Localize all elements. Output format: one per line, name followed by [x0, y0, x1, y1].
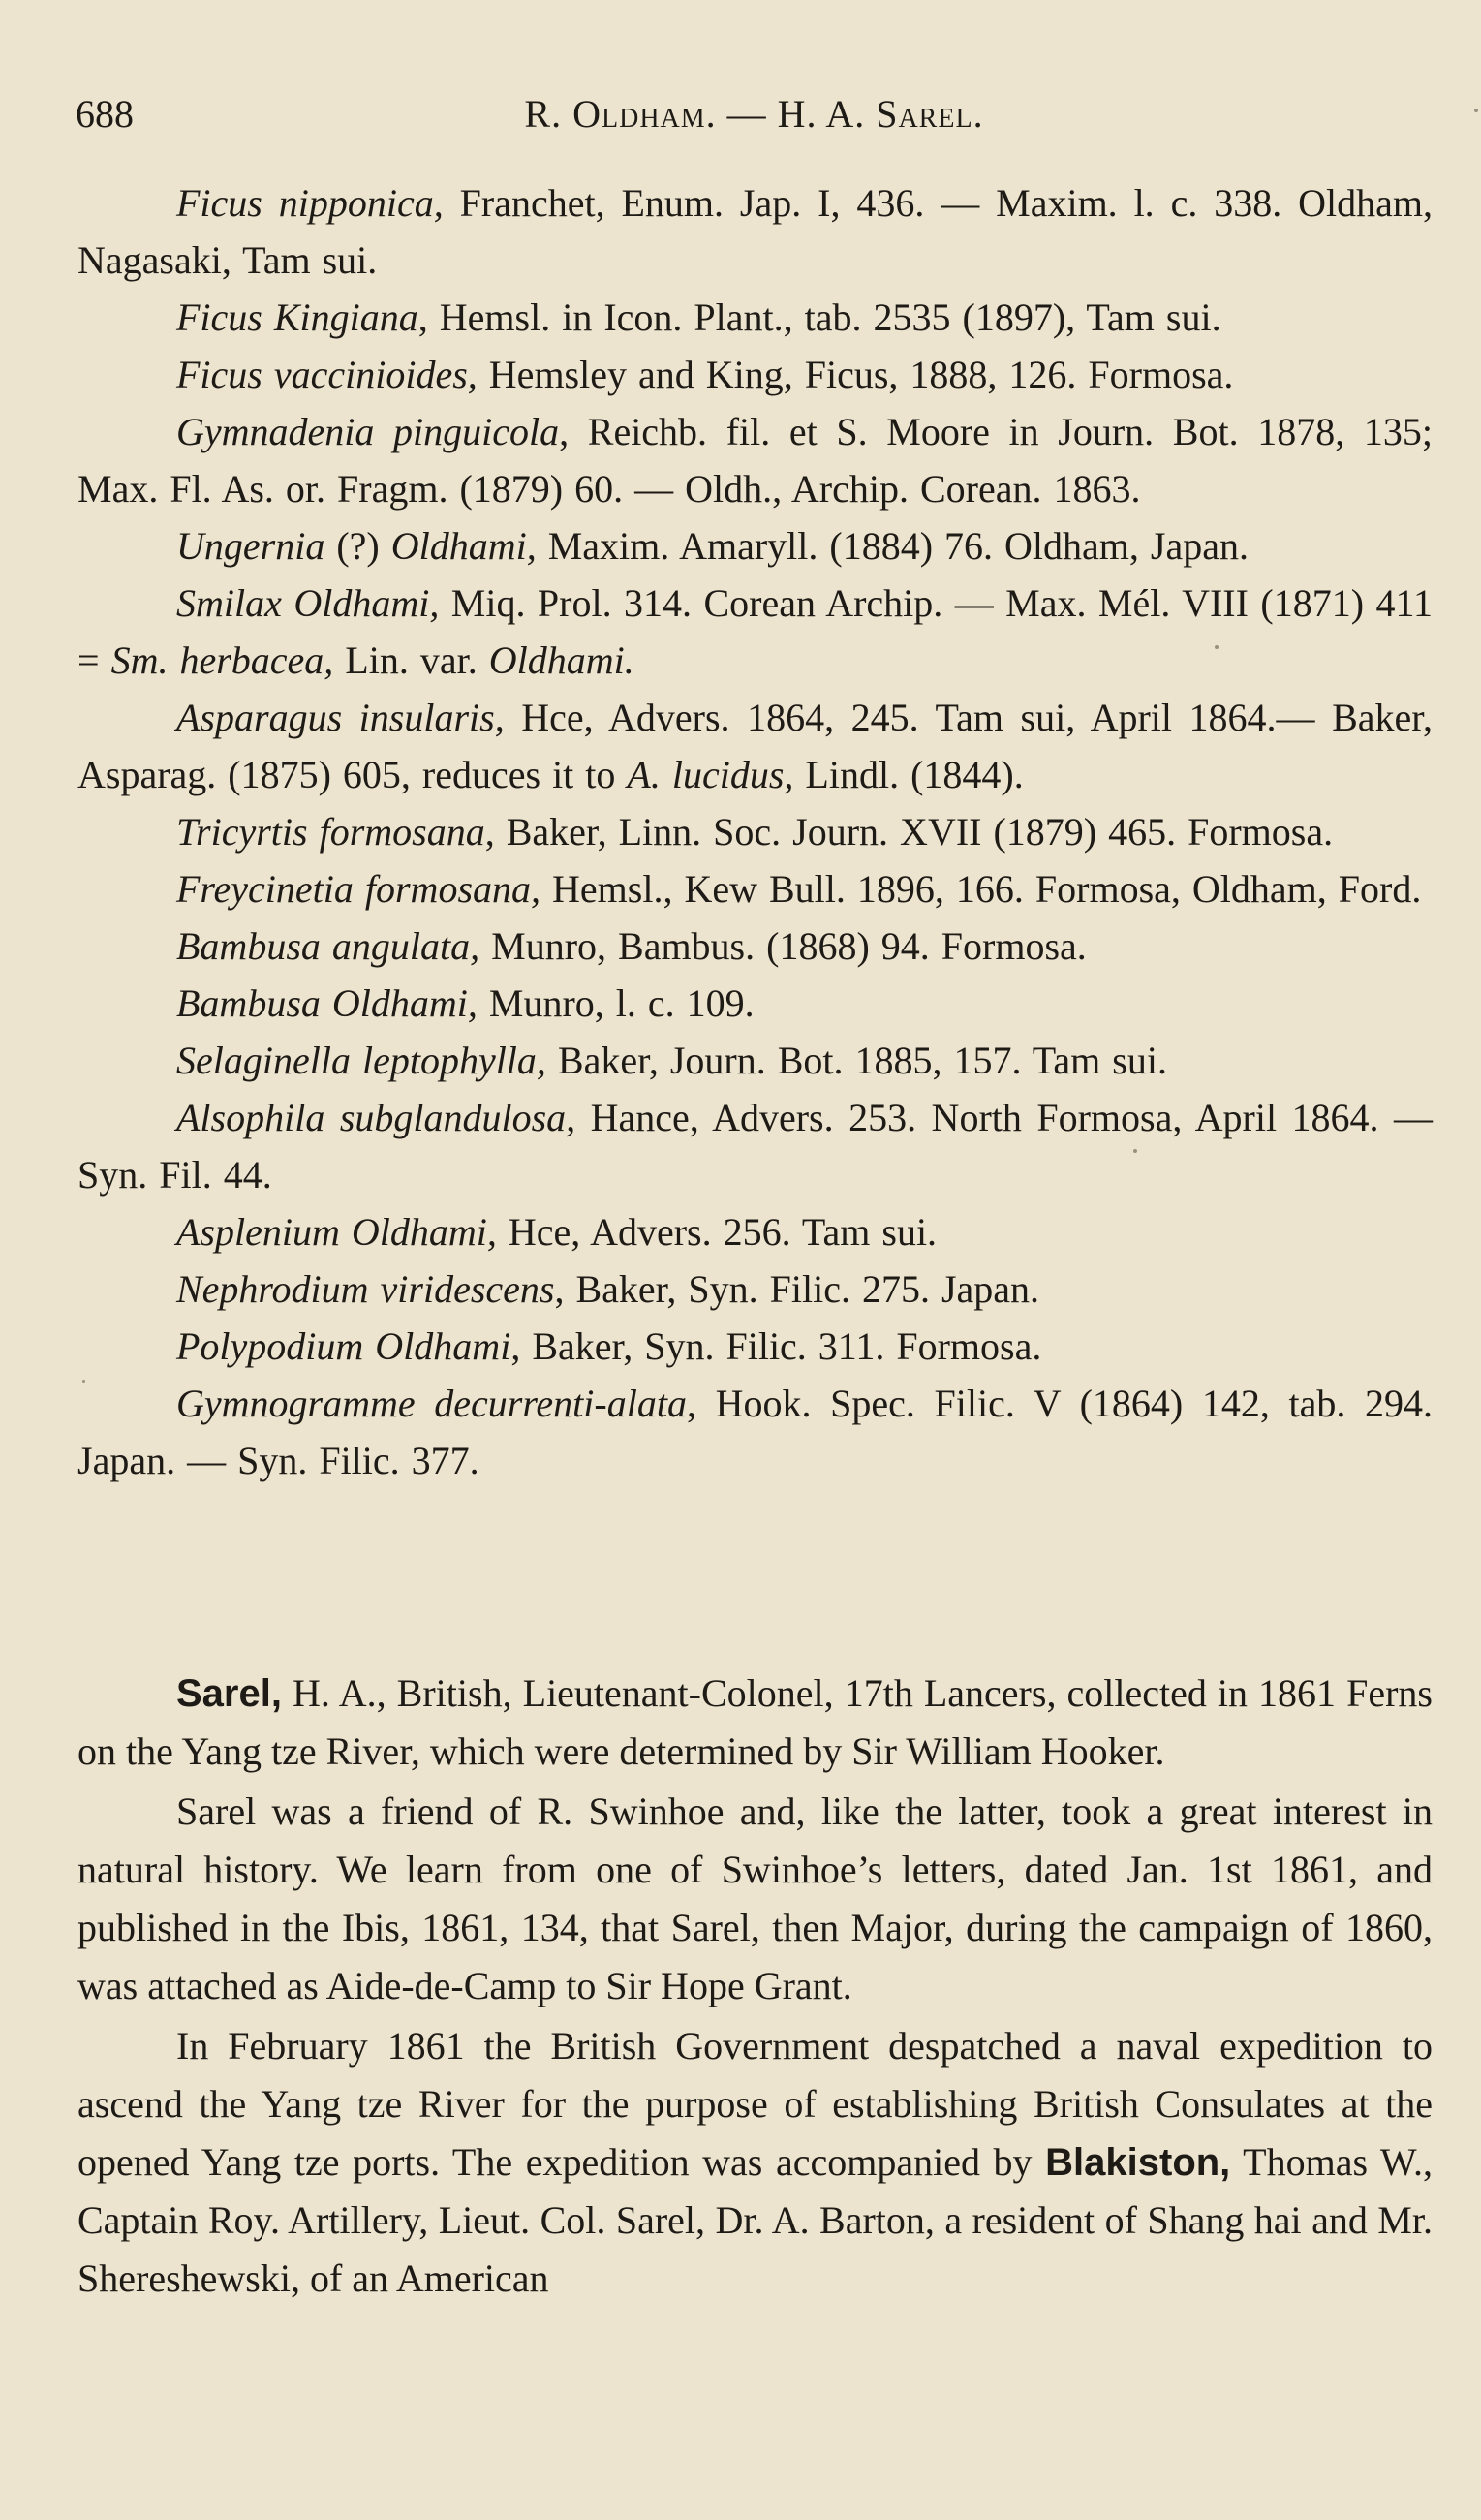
species-name: Alsophila subglandulosa, [176, 1096, 576, 1139]
species-entry [77, 517, 1433, 575]
species-name: Ficus Kingiana [176, 296, 418, 339]
species-entry [77, 174, 1433, 289]
species-citation: Munro, Bambus. (1868) 94. Formosa. [479, 924, 1087, 968]
paper-speck [82, 1380, 85, 1383]
page-number: 688 [76, 92, 134, 136]
species-entry [77, 575, 1433, 689]
paper-speck [1215, 645, 1219, 649]
species-name: Selaginella leptophylla, [176, 1039, 546, 1082]
page-header [76, 85, 1433, 143]
biography-paragraph [77, 1664, 1433, 1781]
species-citation: Franchet, Enum. Jap. I, 436. — Maxim. l. c. 338. Oldham, Nagasaki, Tam sui. [77, 181, 1433, 282]
paragraph-text: In February 1861 the British Government despatched a naval expedition to ascend the Yang tze River for the purpose of establishing British Consulates at the opened Yang tze ports. The expedition was accompanied by [77, 2024, 1433, 2184]
species-name: Gymnogramme decurrenti-alata [176, 1382, 687, 1425]
species-variety: Oldhami. [488, 638, 634, 682]
species-citation: Munro, l. c. 109. [477, 981, 755, 1025]
species-citation: Hemsley and King, Ficus, 1888, 126. Formosa. [477, 353, 1234, 396]
species-list [77, 174, 1433, 1489]
species-citation: Lin. var. [333, 638, 489, 682]
species-entry [77, 403, 1433, 517]
biography-paragraph [77, 1783, 1433, 2015]
species-citation: Baker, Journ. Bot. 1885, 157. Tam sui. [545, 1039, 1167, 1082]
species-name: Gymnadenia pinguicola [176, 410, 560, 453]
person-name: Blakiston, [1045, 2141, 1231, 2184]
species-name: Polypodium Oldhami [176, 1324, 511, 1368]
species-citation: Hance, Advers. 253. North Formosa, April 1864. — Syn. Fil. 44. [77, 1096, 1434, 1197]
species-entry [77, 975, 1433, 1032]
species-entry [77, 1089, 1433, 1203]
species-citation: Hce, Advers. 1864, 245. Tam sui, April 1864.— Baker, Asparag. (1875) 605, reduces it to [77, 696, 1434, 796]
species-name: Bambusa Oldhami, [176, 981, 478, 1025]
species-entry [77, 289, 1433, 346]
species-citation: Maxim. Amaryll. (1884) 76. Oldham, Japan. [536, 524, 1249, 568]
species-name: Asparagus insularis, [176, 696, 505, 739]
species-name: Ficus vaccinioides, [176, 353, 478, 396]
species-name: Smilax Oldhami, [176, 581, 440, 625]
species-citation: , Baker, Syn. Filic. 311. Formosa. [510, 1324, 1042, 1368]
paragraph-text: H. A., British, Lieutenant-Colonel, 17th Lancers, collected in 1861 Ferns on the Yang tze River, which were determined by Sir William Hooker. [77, 1671, 1433, 1773]
species-entry [77, 918, 1433, 975]
biography-paragraph [77, 2017, 1433, 2308]
paragraph-text: Sarel was a friend of R. Swinhoe and, like the latter, took a great interest in natural history. We learn from one of Swinhoe’s letters, dated Jan. 1st 1861, and published in the Ibis, 1861, 134, that Sarel, then Major, during the campaign of 1860, was attached as Aide-de-Camp to Sir Hope Grant. [77, 1789, 1433, 2007]
species-entry [77, 860, 1433, 918]
species-name: Tricyrtis formosana [176, 810, 485, 854]
species-entry [77, 1375, 1433, 1489]
species-synonym: A. lucidus, [627, 753, 794, 796]
biography-section [77, 1664, 1433, 2310]
species-entry [77, 689, 1433, 803]
species-citation: Lindl. (1844). [793, 753, 1024, 796]
species-entry [77, 1203, 1433, 1260]
species-citation: Hce, Advers. 256. Tam sui. [496, 1210, 938, 1254]
species-name: Asplenium Oldhami, [176, 1210, 497, 1254]
species-name: Ficus nipponica, [176, 181, 444, 225]
running-title: R. Oldham. — H. A. Sarel. [524, 92, 984, 136]
species-citation: Miq. Prol. 314. Corean Archip. — Max. Mél. VIII (1871) 411 = [77, 581, 1433, 682]
species-entry [77, 1318, 1433, 1375]
species-synonym: Sm. herbacea, [110, 638, 334, 682]
species-name: Nephrodium viridescens [176, 1267, 555, 1311]
collector-name: Sarel, [176, 1672, 282, 1715]
paper-speck [1474, 109, 1478, 112]
species-name: Freycinetia formosana, [176, 867, 541, 911]
species-entry [77, 1032, 1433, 1089]
species-entry [77, 1260, 1433, 1318]
species-qualifier: (?) [324, 524, 391, 568]
paragraph-text: Thomas W., Captain Roy. Artillery, Lieut. Col. Sarel, Dr. A. Barton, a resident of Shang hai and Mr. Shereshewski, of an American [77, 2140, 1433, 2300]
species-entry [77, 346, 1433, 403]
species-name: Ungernia [176, 524, 325, 568]
species-name: Oldhami, [390, 524, 537, 568]
species-citation: , Baker, Syn. Filic. 275. Japan. [554, 1267, 1040, 1311]
species-entry [77, 803, 1433, 860]
species-citation: , Reichb. fil. et S. Moore in Journ. Bot. 1878, 135; Max. Fl. As. or. Fragm. (1879) 60. — Oldh., Archip. Corean. 1863. [77, 410, 1433, 511]
species-citation: Hemsl., Kew Bull. 1896, 166. Formosa, Oldham, Ford. [540, 867, 1422, 911]
species-citation: , Baker, Linn. Soc. Journ. XVII (1879) 465. Formosa. [484, 810, 1334, 854]
species-name: Bambusa angulata, [176, 924, 480, 968]
paper-speck [1133, 1149, 1137, 1153]
species-citation: , Hook. Spec. Filic. V (1864) 142, tab. 294. Japan. — Syn. Filic. 377. [77, 1382, 1433, 1482]
species-citation: , Hemsl. in Icon. Plant., tab. 2535 (1897), Tam sui. [417, 296, 1221, 339]
